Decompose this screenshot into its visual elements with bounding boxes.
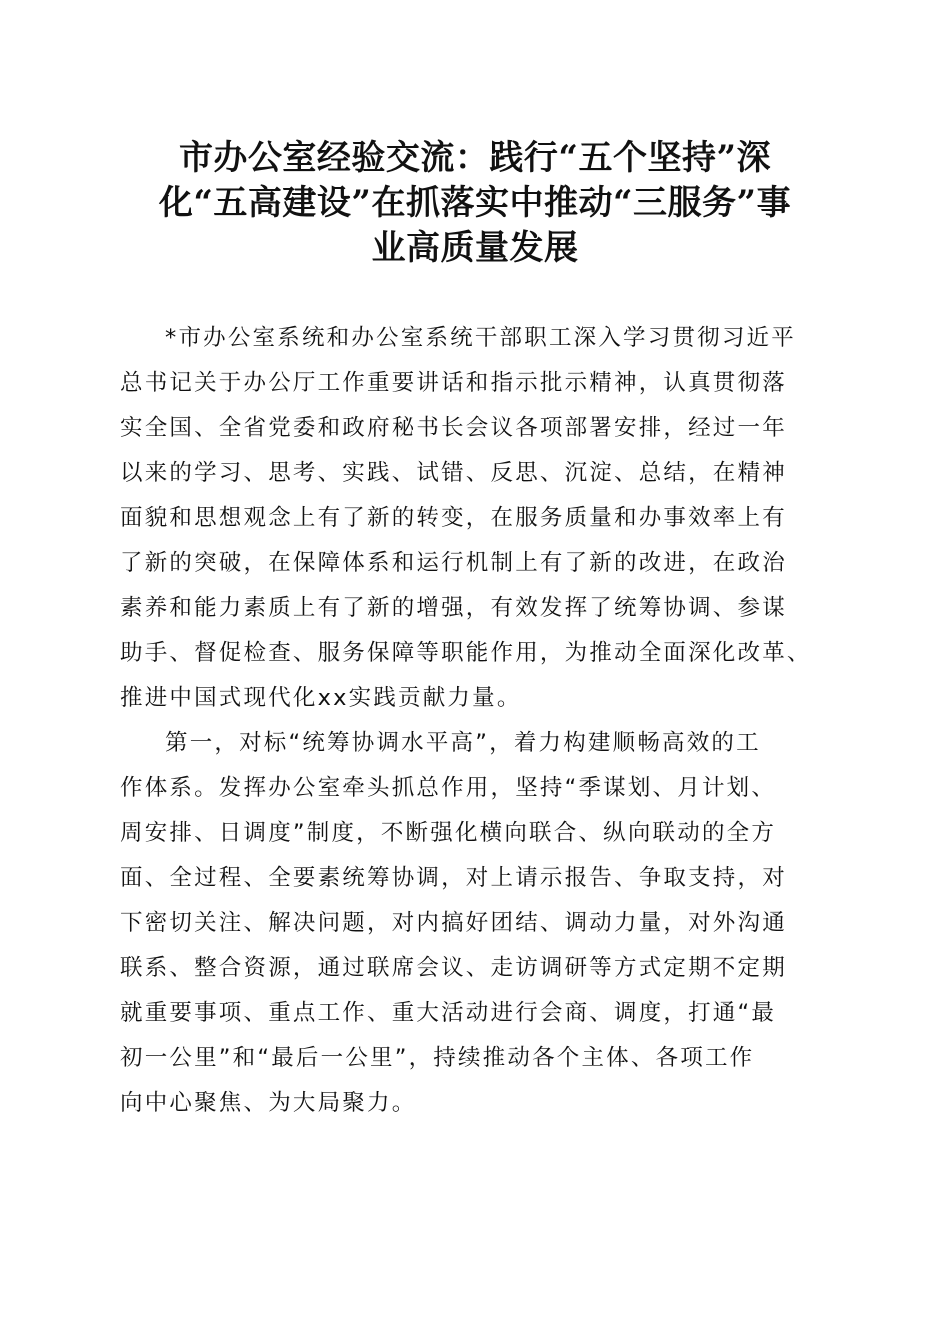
text-line: 周安排、日调度”制度，不断强化横向联合、纵向联动的全方 (120, 820, 777, 846)
text-line: 初一公里”和“最后一公里”，持续推动各个主体、各项工作 (120, 1045, 755, 1071)
text-line: 了新的突破，在保障体系和运行机制上有了新的改进，在政治 (120, 550, 787, 576)
text-line: 第一，对标“统筹协调水平高”，着力构建顺畅高效的工 (165, 730, 761, 756)
text-line: 推进中国式现代化xx实践贡献力量。 (120, 685, 522, 711)
text-line: 面、全过程、全要素统筹协调，对上请示报告、争取支持，对 (120, 865, 787, 891)
text-line: 下密切关注、解决问题，对内搞好团结、调动力量，对外沟通 (120, 910, 787, 936)
text-line: 总书记关于办公厅工作重要讲话和指示批示精神，认真贯彻落 (120, 370, 787, 396)
text-line: 联系、整合资源，通过联席会议、走访调研等方式定期不定期 (120, 955, 787, 981)
text-line: 素养和能力素质上有了新的增强，有效发挥了统筹协调、参谋 (120, 595, 787, 621)
title-line: 业高质量发展 (371, 228, 579, 268)
title-line: 市办公室经验交流：践行“五个坚持”深 (178, 138, 772, 178)
title-line: 化“五高建设”在抓落实中推动“三服务”事 (158, 183, 792, 223)
text-line: 就重要事项、重点工作、重大活动进行会商、调度，打通“最 (120, 1000, 777, 1026)
text-line: 实全国、全省党委和政府秘书长会议各项部署安排，经过一年 (120, 415, 787, 441)
paragraph-intro (120, 316, 832, 721)
text-line: 助手、督促检查、服务保障等职能作用，为推动全面深化改革、 (120, 640, 812, 666)
document-body (120, 316, 832, 1126)
paragraph-first-point (120, 721, 832, 1126)
text-line: 以来的学习、思考、实践、试错、反思、沉淀、总结，在精神 (120, 460, 787, 486)
text-line: 作体系。发挥办公室牵头抓总作用，坚持“季谋划、月计划、 (120, 775, 777, 801)
document-title (118, 136, 832, 271)
text-line: 向中心聚焦、为大局聚力。 (120, 1090, 417, 1116)
text-line: 面貌和思想观念上有了新的转变，在服务质量和办事效率上有 (120, 505, 787, 531)
text-line: *市办公室系统和办公室系统干部职工深入学习贯彻习近平 (165, 325, 796, 351)
